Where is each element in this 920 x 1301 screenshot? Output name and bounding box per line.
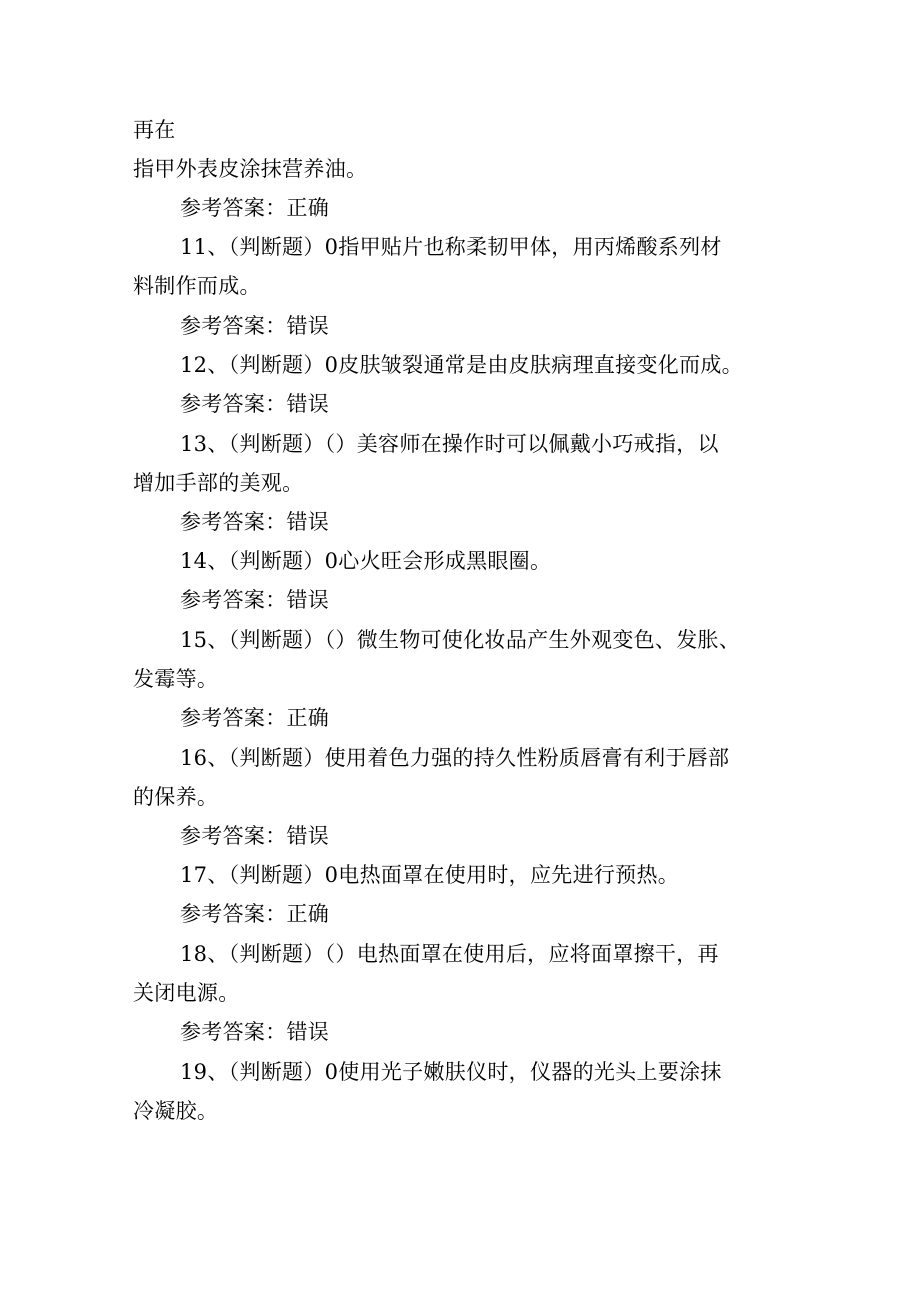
text-line: 关闭电源。 — [133, 981, 240, 1005]
answer-line: 参考答案：正确 — [180, 706, 330, 730]
answer-line: 参考答案：错误 — [180, 1020, 330, 1044]
text-line: 料制作而成。 — [133, 274, 261, 298]
text-line: 冷凝胶。 — [133, 1099, 219, 1123]
text-line: 发霉等。 — [133, 667, 219, 691]
answer-line: 参考答案：错误 — [180, 588, 330, 612]
answer-line: 参考答案：错误 — [180, 510, 330, 534]
answer-line: 参考答案：错误 — [180, 314, 330, 338]
question-line: 13、（判断题）（）美容师在操作时可以佩戴小巧戒指，以 — [180, 432, 719, 456]
question-line: 19、（判断题）0使用光子嫩肤仪时，仪器的光头上要涂抹 — [180, 1060, 722, 1084]
answer-line: 参考答案：错误 — [180, 824, 330, 848]
question-line: 17、（判断题）0电热面罩在使用时，应先进行预热。 — [180, 863, 680, 887]
question-line: 14、（判断题）0心火旺会形成黑眼圈。 — [180, 549, 552, 573]
text-line: 指甲外表皮涂抹营养油。 — [133, 157, 368, 181]
question-line: 16、（判断题）使用着色力强的持久性粉质唇膏有利于唇部 — [180, 746, 730, 770]
answer-line: 参考答案：正确 — [180, 196, 330, 220]
question-line: 11、（判断题）0指甲贴片也称柔韧甲体，用丙烯酸系列材 — [180, 235, 722, 259]
question-line: 18、（判断题）（）电热面罩在使用后，应将面罩擦干，再 — [180, 942, 719, 966]
answer-line: 参考答案：正确 — [180, 902, 330, 926]
text-line: 的保养。 — [133, 785, 219, 809]
question-line: 15、（判断题）（）微生物可使化妆品产生外观变色、发胀、 — [180, 628, 741, 652]
question-line: 12、（判断题）0皮肤皱裂通常是由皮肤病理直接变化而成。 — [180, 353, 743, 377]
text-line: 再在 — [133, 118, 176, 142]
text-line: 增加手部的美观。 — [133, 471, 304, 495]
answer-line: 参考答案：错误 — [180, 392, 330, 416]
